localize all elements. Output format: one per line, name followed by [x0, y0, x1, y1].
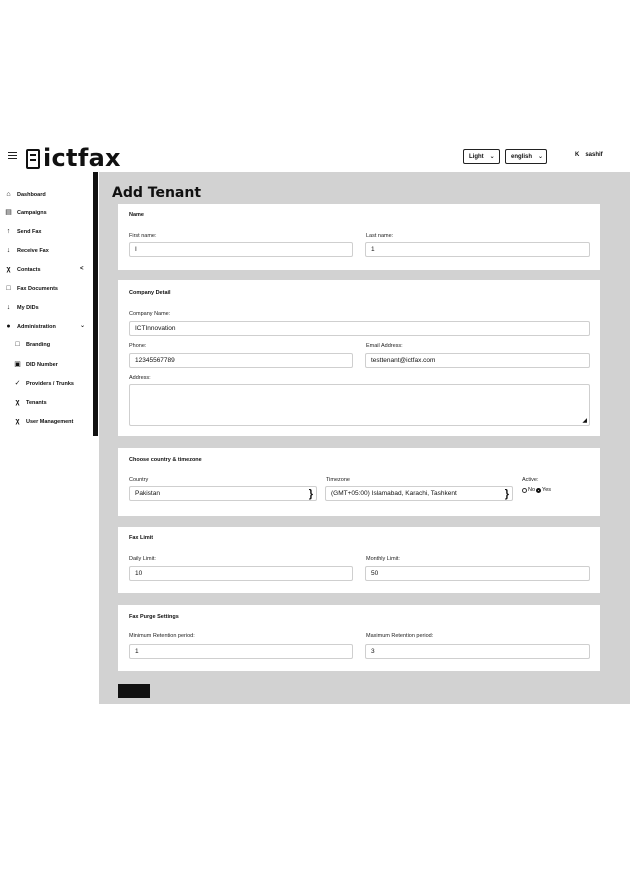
active-no-radio[interactable]	[522, 488, 527, 493]
language-select[interactable]	[505, 149, 547, 164]
did-icon: ↓	[6, 304, 11, 311]
sidebar-item-tenants[interactable]	[14, 399, 47, 406]
monthly-limit-label: Monthly Limit:	[366, 556, 400, 562]
sidebar-item-label: My DIDs	[17, 304, 39, 311]
sidebar-item-user-management[interactable]	[14, 418, 73, 425]
daily-limit-label: Daily Limit:	[129, 556, 156, 562]
timezone-select-value: (GMT+05:00) Islamabad, Karachi, Tashkent	[331, 490, 457, 497]
company-name-field[interactable]: ICTInnovation	[129, 321, 590, 336]
branding-icon: □	[15, 341, 20, 348]
email-field[interactable]: testtenant@ictfax.com	[365, 353, 590, 368]
sidebar-item-label: Administration	[17, 323, 56, 330]
page-title: Add Tenant	[112, 185, 202, 201]
min-retention-field[interactable]: 1	[129, 644, 353, 659]
fax-logo-icon	[26, 149, 40, 169]
gear-icon: ●	[6, 323, 11, 330]
company-card	[118, 280, 600, 436]
active-no-label: No	[528, 487, 536, 493]
app-logo	[26, 142, 121, 172]
sidebar-item-label: DID Number	[26, 361, 58, 368]
last-name-field[interactable]: 1	[365, 242, 590, 257]
sidebar-item-my-dids[interactable]	[5, 304, 39, 311]
min-retention-label: Minimum Retention period:	[129, 633, 195, 639]
active-radio-group	[522, 487, 551, 493]
user-menu[interactable]	[575, 152, 603, 158]
country-label: Country	[129, 477, 149, 483]
sidebar-item-label: Campaigns	[17, 209, 47, 216]
providers-icon: ✓	[14, 380, 21, 387]
active-yes-label: Yes	[542, 487, 552, 493]
country-select[interactable]	[129, 486, 317, 501]
sidebar-item-label: Send Fax	[17, 228, 42, 235]
last-name-label: Last name:	[366, 233, 394, 239]
document-icon: □	[6, 285, 11, 292]
sidebar-item-providers-trunks[interactable]	[14, 380, 74, 387]
name-card	[118, 204, 600, 270]
daily-limit-field[interactable]: 10	[129, 566, 353, 581]
section-title: Choose country & timezone	[129, 457, 202, 463]
fax-limit-card	[118, 527, 600, 593]
active-label: Active:	[522, 477, 539, 483]
resize-handle-icon[interactable]: ◢	[582, 418, 587, 424]
first-name-field[interactable]: I	[129, 242, 353, 257]
sidebar-item-administration[interactable]	[5, 323, 56, 330]
menu-toggle-icon[interactable]	[8, 152, 17, 159]
sidebar-item-send-fax[interactable]	[5, 228, 41, 235]
company-name-label: Company Name:	[129, 311, 171, 317]
chevron-left-icon[interactable]: <	[80, 266, 84, 272]
max-retention-field[interactable]: 3	[365, 644, 590, 659]
avatar: K	[575, 152, 580, 158]
country-select-value: Pakistan	[135, 490, 160, 497]
location-card	[118, 448, 600, 516]
language-select-value: english	[511, 153, 533, 160]
upload-icon: ↑	[6, 228, 11, 235]
user-name: sashif	[585, 152, 603, 158]
number-icon: ▣	[14, 361, 21, 368]
section-title: Name	[129, 212, 144, 218]
address-label: Address:	[129, 375, 151, 381]
home-icon: ⌂	[6, 191, 11, 198]
chevron-down-icon: ⌄	[489, 154, 495, 160]
sidebar-item-label: Tenants	[26, 399, 47, 406]
monthly-limit-field[interactable]: 50	[365, 566, 590, 581]
sidebar-item-label: Receive Fax	[17, 247, 49, 254]
sidebar-item-label: User Management	[26, 418, 74, 425]
download-icon: ↓	[6, 247, 11, 254]
sidebar-item-contacts[interactable]	[5, 266, 41, 273]
section-title: Company Detail	[129, 290, 171, 296]
sidebar-item-did-number[interactable]	[14, 361, 58, 368]
first-name-label: First name:	[129, 233, 157, 239]
sidebar-item-branding[interactable]	[14, 341, 50, 348]
max-retention-label: Maximum Retention period:	[366, 633, 434, 639]
select-arrows-icon: }	[308, 488, 313, 500]
sidebar-item-label: Branding	[26, 341, 51, 348]
timezone-select[interactable]	[325, 486, 513, 501]
sidebar-item-label: Contacts	[17, 266, 41, 273]
campaign-icon: ▤	[5, 209, 12, 216]
sidebar-item-label: Providers / Trunks	[26, 380, 74, 387]
theme-select-value: Light	[469, 153, 484, 160]
tenants-icon: χ	[15, 399, 20, 406]
section-title: Fax Limit	[129, 535, 154, 541]
contacts-icon: χ	[6, 266, 11, 273]
chevron-down-icon: ⌄	[538, 154, 544, 160]
sidebar-item-label: Dashboard	[17, 191, 46, 198]
sidebar-item-fax-documents[interactable]	[5, 285, 58, 292]
sidebar-item-dashboard[interactable]	[5, 191, 46, 198]
logo-text: ictfax	[43, 144, 121, 172]
active-yes-radio[interactable]	[536, 488, 541, 493]
section-title: Fax Purge Settings	[129, 614, 179, 620]
address-textarea[interactable]	[129, 384, 590, 426]
sidebar-item-receive-fax[interactable]	[5, 247, 49, 254]
sidebar-item-label: Fax Documents	[17, 285, 58, 292]
user-management-icon: χ	[15, 418, 20, 425]
phone-field[interactable]: 12345567789	[129, 353, 353, 368]
fax-purge-card	[118, 605, 600, 671]
select-arrows-icon: }	[504, 488, 509, 500]
sidebar-scrollbar[interactable]	[93, 172, 98, 436]
submit-button[interactable]	[118, 684, 150, 698]
chevron-down-icon[interactable]: ⌄	[80, 323, 86, 329]
email-label: Email Address:	[366, 343, 403, 349]
theme-select[interactable]	[463, 149, 500, 164]
phone-label: Phone:	[129, 343, 147, 349]
timezone-label: Timezone	[326, 477, 350, 483]
sidebar-item-campaigns[interactable]	[5, 209, 47, 216]
